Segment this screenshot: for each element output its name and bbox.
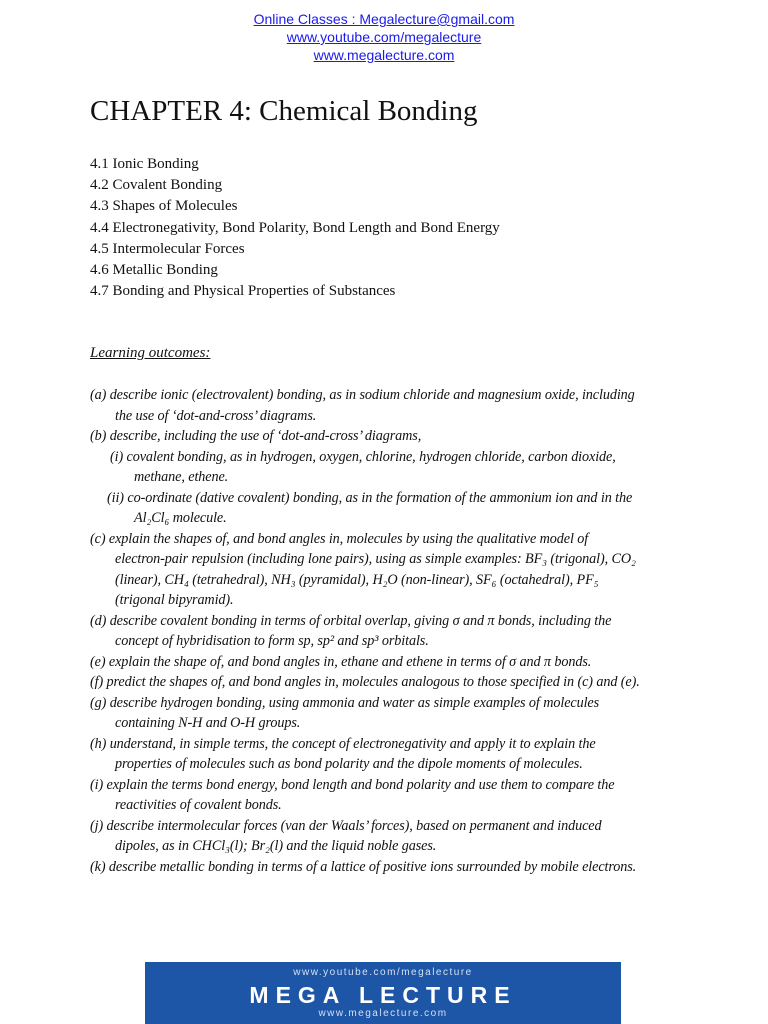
outcome-line: (e) explain the shape of, and bond angles in, ethane and ethene in terms of σ and π bonds. [90,653,592,670]
outcome-line: (d) describe covalent bonding in terms of orbital overlap, giving σ and π bonds, including the [90,612,612,629]
outcome-line: (i) explain the terms bond energy, bond length and bond polarity and use them to compare the [90,776,615,793]
outcome-line: (b) describe, including the use of ‘dot-and-cross’ diagrams, [90,428,422,444]
outcome-line: Al₂Cl₆ molecule. [134,510,227,526]
toc-item: 4.5 Intermolecular Forces [90,240,245,257]
website-link[interactable]: www.megalecture.com [313,47,455,63]
outcome-line: properties of molecules such as bond polarity and the dipole moments of molecules. [115,756,583,772]
toc-item: 4.7 Bonding and Physical Properties of Substances [90,283,396,300]
email-link[interactable]: Online Classes : Megalecture@gmail.com [253,11,515,27]
outcome-line: methane, ethene. [134,469,229,485]
learning-outcomes-heading: Learning outcomes: [90,345,211,361]
outcome-line: (c) explain the shapes of, and bond angles in, molecules by using the qualitative model of [90,530,589,547]
outcome-line: (h) understand, in simple terms, the concept of electronegativity and apply it to explain the [90,735,596,752]
outcome-line: (i) covalent bonding, as in hydrogen, oxygen, chlorine, hydrogen chloride, carbon dioxide, [110,448,616,465]
outcome-line: (trigonal bipyramid). [115,592,234,608]
outcome-line: dipoles, as in CHCl₃(l); Br₂(l) and the liquid noble gases. [115,838,437,854]
toc-item: 4.4 Electronegativity, Bond Polarity, Bond Length and Bond Energy [90,219,500,236]
outcome-line: (a) describe ionic (electrovalent) bonding, as in sodium chloride and magnesium oxide, including [90,387,635,403]
toc-item: 4.1 Ionic Bonding [90,156,199,172]
outcome-line: containing N-H and O-H groups. [115,715,301,731]
toc-item: 4.3 Shapes of Molecules [90,198,238,215]
outcome-line: (g) describe hydrogen bonding, using ammonia and water as simple examples of molecules [90,694,600,711]
table-of-contents [90,154,500,302]
toc-item: 4.6 Metallic Bonding [90,262,218,279]
header-links [0,10,768,64]
outcome-line: (j) describe intermolecular forces (van der Waals’ forces), based on permanent and induced [90,817,602,834]
outcome-line: the use of ‘dot-and-cross’ diagrams. [115,407,317,424]
mega-lecture-banner [145,962,621,1024]
toc-item: 4.2 Covalent Bonding [90,177,223,194]
outcome-line: concept of hybridisation to form sp, sp² and sp³ orbitals. [115,633,429,649]
youtube-link[interactable]: www.youtube.com/megalecture [286,29,482,45]
outcome-line: (ii) co-ordinate (dative covalent) bonding, as in the formation of the ammonium ion and in the [107,489,633,506]
outcome-line: reactivities of covalent bonds. [115,797,282,813]
banner-website-text: www.megalecture.com [318,1008,448,1019]
outcome-line: (linear), CH₄ (tetrahedral), NH₃ (pyramidal), H₂O (non-linear), SF₆ (octahedral), PF₅ [115,571,599,588]
outcome-line: electron-pair repulsion (including lone pairs), using as simple examples: BF₃ (trigonal), CO₂ [115,551,636,567]
chapter-title: CHAPTER 4: Chemical Bonding [90,95,478,127]
outcome-line: (f) predict the shapes of, and bond angles in, molecules analogous to those specified in (c) and (e). [90,674,640,690]
outcome-line: (k) describe metallic bonding in terms of a lattice of positive ions surrounded by mobile electrons. [90,858,637,875]
learning-outcomes-list [90,385,690,877]
banner-youtube-text: www.youtube.com/megalecture [293,967,473,978]
banner-brand-logo: MEGA LECTURE [249,982,517,1008]
